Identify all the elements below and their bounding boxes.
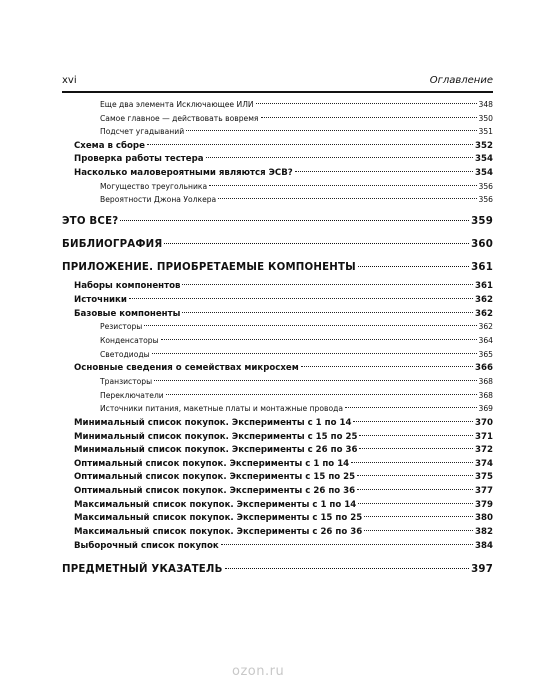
dot-leader <box>301 366 473 367</box>
toc-entry <box>100 114 493 123</box>
toc-entry <box>74 309 493 319</box>
dot-leader <box>364 530 473 531</box>
toc-entry <box>100 377 493 386</box>
page-number: xvi <box>62 75 77 86</box>
toc-entry-page: 354 <box>475 168 493 178</box>
toc-entry-page: 372 <box>475 445 493 455</box>
toc-entry-title: Могущество треугольника <box>100 182 208 191</box>
toc-entry-page: 362 <box>478 322 493 331</box>
dot-leader <box>182 284 473 285</box>
toc-entry <box>100 127 493 136</box>
toc-entry-title: Самое главное — действовать вовремя <box>100 114 259 123</box>
dot-leader <box>182 312 473 313</box>
toc-entry <box>100 195 493 204</box>
toc-entry <box>62 564 493 575</box>
toc-entry <box>74 281 493 291</box>
dot-leader <box>256 103 477 104</box>
toc-entry <box>74 445 493 455</box>
toc-entry-title: Максимальный список покупок. Эксперименты с 1 по 14 <box>74 500 357 510</box>
dot-leader <box>218 198 476 199</box>
toc-entry-title: Конденсаторы <box>100 336 159 345</box>
toc-entry-page: 379 <box>475 500 493 510</box>
dot-leader <box>295 171 473 172</box>
toc-entry-title: Транзисторы <box>100 377 153 386</box>
toc-entry-page: 361 <box>475 281 493 291</box>
dot-leader <box>358 503 473 504</box>
toc-entry-page: 371 <box>475 432 493 442</box>
toc-entry-page: 365 <box>478 350 493 359</box>
toc-entry-page: 375 <box>475 472 493 482</box>
toc-entry-title: Вероятности Джона Уолкера <box>100 195 217 204</box>
toc-entry-page: 356 <box>478 195 493 204</box>
toc-entry-title: Проверка работы тестера <box>74 154 204 164</box>
dot-leader <box>154 380 476 381</box>
toc-entry-title: Переключатели <box>100 391 164 400</box>
dot-leader <box>166 394 477 395</box>
dot-leader <box>161 339 477 340</box>
toc-entry <box>100 350 493 359</box>
toc-entry-page: 356 <box>478 182 493 191</box>
toc-entry-page: 364 <box>478 336 493 345</box>
dot-leader <box>351 462 473 463</box>
toc-entry <box>74 432 493 442</box>
toc-entry-page: 360 <box>471 239 493 250</box>
toc-entry-page: 351 <box>478 127 493 136</box>
toc-entry-title: Базовые компоненты <box>74 309 181 319</box>
toc-entry-title: Наборы компонентов <box>74 281 181 291</box>
dot-leader <box>186 130 476 131</box>
toc-entry-page: 369 <box>478 404 493 413</box>
toc-entry-title: ЭТО ВСЕ? <box>62 216 119 227</box>
toc-entry-title: Максимальный список покупок. Эксперименты с 15 по 25 <box>74 513 363 523</box>
dot-leader <box>164 243 469 244</box>
toc-entry-page: 370 <box>475 418 493 428</box>
dot-leader <box>225 568 470 569</box>
toc-entry <box>62 262 493 273</box>
toc-entry-title: Резисторы <box>100 322 143 331</box>
toc-entry <box>100 391 493 400</box>
running-title: Оглавление <box>429 75 493 86</box>
toc-entry <box>74 500 493 510</box>
toc-entry-title: Минимальный список покупок. Эксперименты с 26 по 36 <box>74 445 358 455</box>
dot-leader <box>364 516 473 517</box>
dot-leader <box>358 266 469 267</box>
dot-leader <box>147 144 473 145</box>
toc-entry <box>62 239 493 250</box>
toc-entry-page: 384 <box>475 541 493 551</box>
toc-entry-title: Источники <box>74 295 127 305</box>
toc-entry-title: Подсчет угадываний <box>100 127 185 136</box>
toc-entry <box>74 168 493 178</box>
toc-entry-page: 362 <box>475 309 493 319</box>
toc-entry-page: 368 <box>478 377 493 386</box>
toc-entry-page: 380 <box>475 513 493 523</box>
toc-entry-title: Минимальный список покупок. Эксперименты с 1 по 14 <box>74 418 352 428</box>
dot-leader <box>357 489 473 490</box>
toc-entry-title: Оптимальный список покупок. Эксперименты с 1 по 14 <box>74 459 350 469</box>
dot-leader <box>209 185 476 186</box>
toc-entry-page: 350 <box>478 114 493 123</box>
toc-entry-title: Оптимальный список покупок. Эксперименты с 26 по 36 <box>74 486 356 496</box>
toc-entry <box>74 154 493 164</box>
toc-entry <box>74 486 493 496</box>
dot-leader <box>206 157 473 158</box>
toc-entry-page: 397 <box>471 564 493 575</box>
toc-entry-title: Выборочный список покупок <box>74 541 219 551</box>
dot-leader <box>359 435 473 436</box>
toc-entry-page: 361 <box>471 262 493 273</box>
dot-leader <box>359 448 473 449</box>
dot-leader <box>261 117 477 118</box>
dot-leader <box>120 220 469 221</box>
toc-entry-title: Схема в сборе <box>74 141 145 151</box>
toc-entry-title: Минимальный список покупок. Эксперименты с 15 по 25 <box>74 432 358 442</box>
toc-entry-title: ПРИЛОЖЕНИЕ. ПРИОБРЕТАЕМЫЕ КОМПОНЕНТЫ <box>62 262 356 273</box>
toc-entry <box>74 141 493 151</box>
dot-leader <box>152 353 477 354</box>
dot-leader <box>345 407 476 408</box>
toc-entry-page: 377 <box>475 486 493 496</box>
toc-entry <box>100 336 493 345</box>
toc-entry-page: 348 <box>478 100 493 109</box>
toc-entry-title: Основные сведения о семействах микросхем <box>74 363 299 373</box>
toc-entry-title: Насколько маловероятными являются ЭСВ? <box>74 168 293 178</box>
toc-entry <box>74 459 493 469</box>
toc-entry-page: 382 <box>475 527 493 537</box>
toc-entry-page: 374 <box>475 459 493 469</box>
toc-entry <box>100 322 493 331</box>
header-rule <box>62 91 493 93</box>
watermark: ozon.ru <box>232 664 285 679</box>
toc-entry-page: 368 <box>478 391 493 400</box>
toc-entry <box>74 527 493 537</box>
toc-entry-title: Светодиоды <box>100 350 150 359</box>
toc-entry-title: Оптимальный список покупок. Эксперименты с 15 по 25 <box>74 472 356 482</box>
toc-entry-title: Источники питания, макетные платы и монтажные провода <box>100 404 344 413</box>
toc-entry <box>100 182 493 191</box>
dot-leader <box>357 475 473 476</box>
toc-entry-page: 362 <box>475 295 493 305</box>
toc-entry <box>74 541 493 551</box>
toc-entry-page: 352 <box>475 141 493 151</box>
toc-entry <box>100 404 493 413</box>
toc-entry <box>100 100 493 109</box>
page-header <box>62 73 493 91</box>
toc-entry-page: 359 <box>471 216 493 227</box>
toc-entry <box>62 216 493 227</box>
toc-entry-title: Еще два элемента Исключающее ИЛИ <box>100 100 254 109</box>
dot-leader <box>353 421 473 422</box>
dot-leader <box>129 298 473 299</box>
toc-entry <box>74 418 493 428</box>
toc-entry <box>74 363 493 373</box>
dot-leader <box>144 325 476 326</box>
toc-entry <box>74 472 493 482</box>
toc-entry-page: 354 <box>475 154 493 164</box>
toc-entry <box>74 513 493 523</box>
toc-entry-title: БИБЛИОГРАФИЯ <box>62 239 163 250</box>
toc-entry-title: Максимальный список покупок. Эксперименты с 26 по 36 <box>74 527 363 537</box>
toc-entry-title: ПРЕДМЕТНЫЙ УКАЗАТЕЛЬ <box>62 564 223 575</box>
toc-entry <box>74 295 493 305</box>
toc-entry-page: 366 <box>475 363 493 373</box>
dot-leader <box>221 544 473 545</box>
